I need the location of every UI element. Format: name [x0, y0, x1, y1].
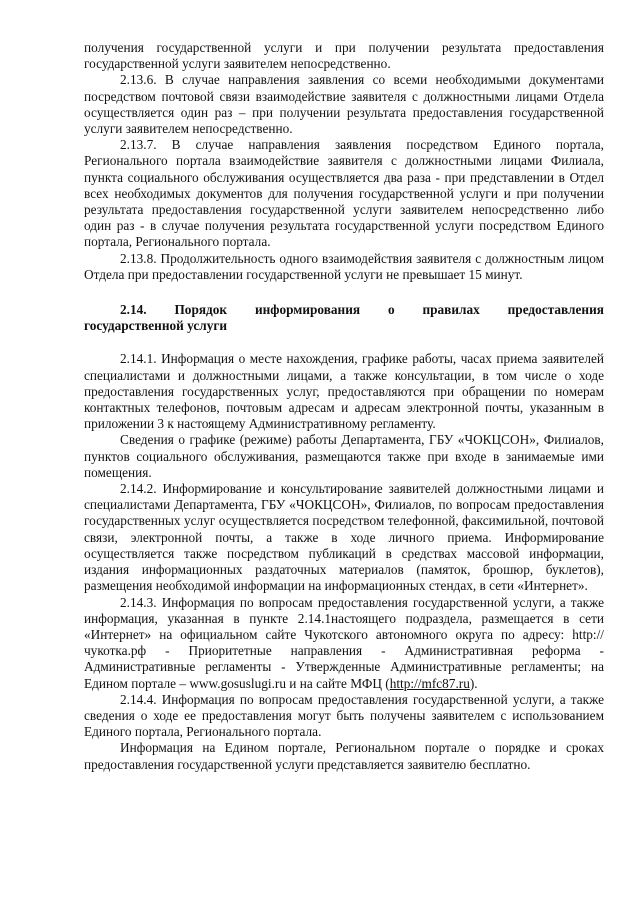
paragraph-2-14-3-end: ). [469, 675, 478, 691]
heading-line-1 [84, 302, 604, 318]
heading-word: правилах [422, 302, 480, 318]
section-heading-2-14 [84, 302, 604, 334]
paragraph-2-14-3-text: 2.14.3. Информация по вопросам предоставления государственной услуги, а также информация, указанная в пункте 2.14.1настоящего подраздела, размещается в сети «Интернет» на официальном сайте Чукотского автономного округа по адресу: http://чукотка.рф - Приоритетные направления - Административная реформа - Административные регламенты - Утвержденные Административные регламенты; на Едином портале – www.gosuslugi.ru и на сайте МФЦ ( [84, 594, 604, 691]
paragraph-2-14-4: 2.14.4. Информация по вопросам предоставления государственной услуги, а также сведения о ходе ее предоставления могут быть получены заявителем с использованием Единого портала, Регионального портала. [84, 691, 604, 740]
heading-word: 2.14. [120, 302, 147, 318]
paragraph-free-info: Информация на Едином портале, Региональном портале о порядке и сроках предоставления государственной услуги представляется заявителю бесплатно. [84, 740, 604, 772]
heading-word: предоставления [507, 302, 604, 318]
paragraph-2-14-2: 2.14.2. Информирование и консультирование заявителей должностными лицами и специалистами Департамента, ГБУ «ЧОКЦСОН», Филиалов, по вопросам предоставления государственных услуг осуществляется посредством телефонной, факсимильной, почтовой связи, электронной почты, а также в ходе личного приема. Информирование осуществляется также посредством публикаций в средствах массовой информации, издания информационных раздаточных материалов (памяток, брошюр, буклетов), размещения необходимой информации на информационных стендах, в сети «Интернет». [84, 481, 604, 594]
heading-line-2: государственной услуги [84, 318, 228, 334]
document-page [84, 40, 604, 773]
heading-word: о [387, 302, 395, 318]
paragraph-continuation: получения государственной услуги и при получении результата предоставления государственной услуги заявителем непосредственно. [84, 40, 604, 72]
paragraph-schedule: Сведения о графике (режиме) работы Департамента, ГБУ «ЧОКЦСОН», Филиалов, пунктов социального обслуживания, размещаются также при входе в занимаемые ими помещения. [84, 432, 604, 480]
paragraph-2-14-1: 2.14.1. Информация о месте нахождения, графике работы, часах приема заявителей специалистами и должностными лицами, а также консультации, в том числе о ходе предоставления государственных услуг, предоставляются при обращении по номерам контактных телефонов, почтовым адресам и адресам электронной почты, указанным в приложении 3 к настоящему Административному регламенту. [84, 351, 604, 432]
heading-word: Порядок [174, 302, 228, 318]
paragraph-2-13-7: 2.13.7. В случае направления заявления посредством Единого портала, Регионального портала взаимодействие заявителя с должностными лицами Филиала, пункта социального обслуживания осуществляется два раза - при представлении в Отдел всех необходимых документов для получения государственной услуги и при получении результата предоставления государственной услуги заявителем непосредственно либо один раз - в случае получения результата государственной услуги посредством Единого портала, Регионального портала. [84, 137, 604, 250]
paragraph-2-13-6: 2.13.6. В случае направления заявления со всеми необходимыми документами посредством почтовой связи взаимодействие заявителя с должностными лицами Отдела осуществляется один раз – при получении результата предоставления государственной услуги заявителем непосредственно. [84, 72, 604, 137]
paragraph-2-14-3 [84, 595, 604, 692]
paragraph-2-13-8: 2.13.8. Продолжительность одного взаимодействия заявителя с должностным лицом Отдела при предоставлении государственной услуги не превышает 15 минут. [84, 250, 604, 282]
mfc-link[interactable]: http://mfc87.ru [389, 675, 470, 691]
heading-word: информирования [254, 302, 361, 318]
